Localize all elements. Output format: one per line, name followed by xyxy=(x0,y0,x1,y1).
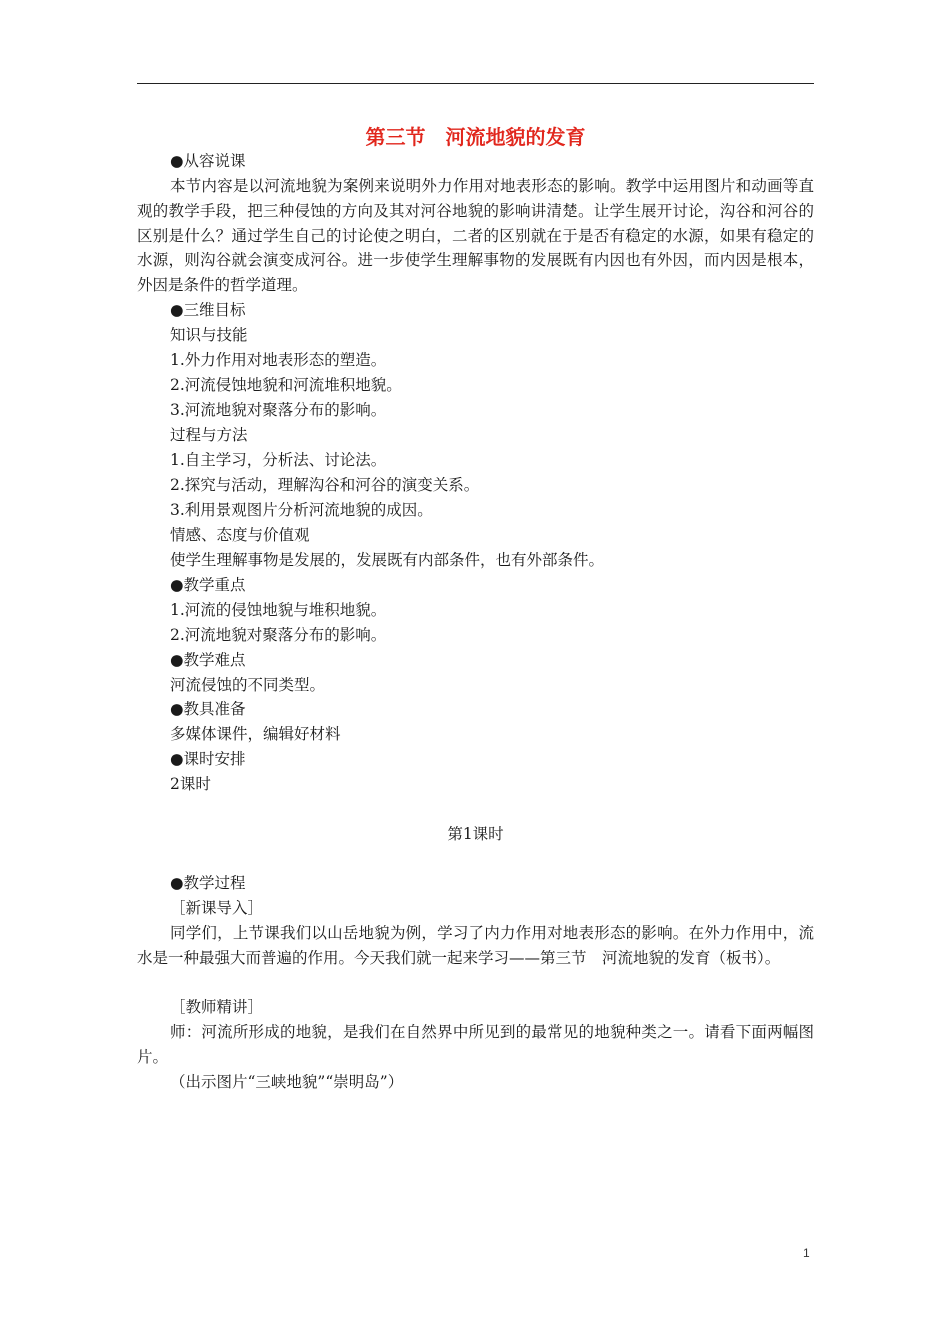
knowledge-heading: 知识与技能 xyxy=(170,326,248,344)
difficulty-heading: ●教学难点 xyxy=(170,651,246,669)
teacher-tag: ［教师精讲］ xyxy=(170,998,264,1016)
tools-heading: ●教具准备 xyxy=(170,700,246,718)
section-title: 第三节 河流地貌的发育 xyxy=(365,125,586,149)
intro-paragraph: 本节内容是以河流地貌为案例来说明外力作用对地表形态的影响。教学中运用图片和动画等直观的教学手段，把三种侵蚀的方向及其对河谷地貌的影响讲清楚。让学生展开讨论，沟谷和河谷的区别是什么？通过学生自己的讨论使之明白，二者的区别就在于是否有稳定的水源，如果有稳定的水源，则沟谷就会演变成河谷。进一步使学生理解事物的发展既有内因也有外因，而内因是根本，外因是条件的哲学道理。 xyxy=(137,177,814,295)
key-heading: ●教学重点 xyxy=(170,576,246,594)
process-item: 3.利用景观图片分析河流地貌的成因。 xyxy=(170,501,433,519)
process-heading: 过程与方法 xyxy=(170,426,248,444)
new-lesson-paragraph: 同学们，上节课我们以山岳地貌为例，学习了内力作用对地表形态的影响。在外力作用中，流水是一种最强大而普遍的作用。今天我们就一起来学习——第三节 河流地貌的发育（板书）。 xyxy=(137,924,814,967)
header-rule xyxy=(137,83,814,84)
teacher-paragraph: 师：河流所形成的地貌，是我们在自然界中所见到的最常见的地貌种类之一。请看下面两幅图片。 xyxy=(137,1023,814,1066)
process-item: 2.探究与活动，理解沟谷和河谷的演变关系。 xyxy=(170,476,480,494)
new-lesson-tag: ［新课导入］ xyxy=(170,899,264,917)
hours-text: 2课时 xyxy=(170,775,211,793)
emotion-text: 使学生理解事物是发展的，发展既有内部条件，也有外部条件。 xyxy=(170,551,605,569)
tools-text: 多媒体课件，编辑好材料 xyxy=(170,725,341,743)
knowledge-item: 3.河流地貌对聚落分布的影响。 xyxy=(170,401,387,419)
knowledge-item: 2.河流侵蚀地貌和河流堆积地貌。 xyxy=(170,376,402,394)
difficulty-text: 河流侵蚀的不同类型。 xyxy=(170,676,326,694)
lesson-title: 第1课时 xyxy=(447,825,504,843)
show-pictures-note: （出示图片“三峡地貌”“崇明岛”） xyxy=(170,1073,404,1091)
intro-heading: ●从容说课 xyxy=(170,152,246,170)
key-item: 2.河流地貌对聚落分布的影响。 xyxy=(170,626,387,644)
key-item: 1.河流的侵蚀地貌与堆积地貌。 xyxy=(170,601,387,619)
process-item: 1.自主学习，分析法、讨论法。 xyxy=(170,451,387,469)
knowledge-item: 1.外力作用对地表形态的塑造。 xyxy=(170,351,387,369)
process2-heading: ●教学过程 xyxy=(170,874,246,892)
hours-heading: ●课时安排 xyxy=(170,750,246,768)
page-number: 1 xyxy=(803,1246,810,1260)
emotion-heading: 情感、态度与价值观 xyxy=(170,526,310,544)
goals-heading: ●三维目标 xyxy=(170,301,246,319)
